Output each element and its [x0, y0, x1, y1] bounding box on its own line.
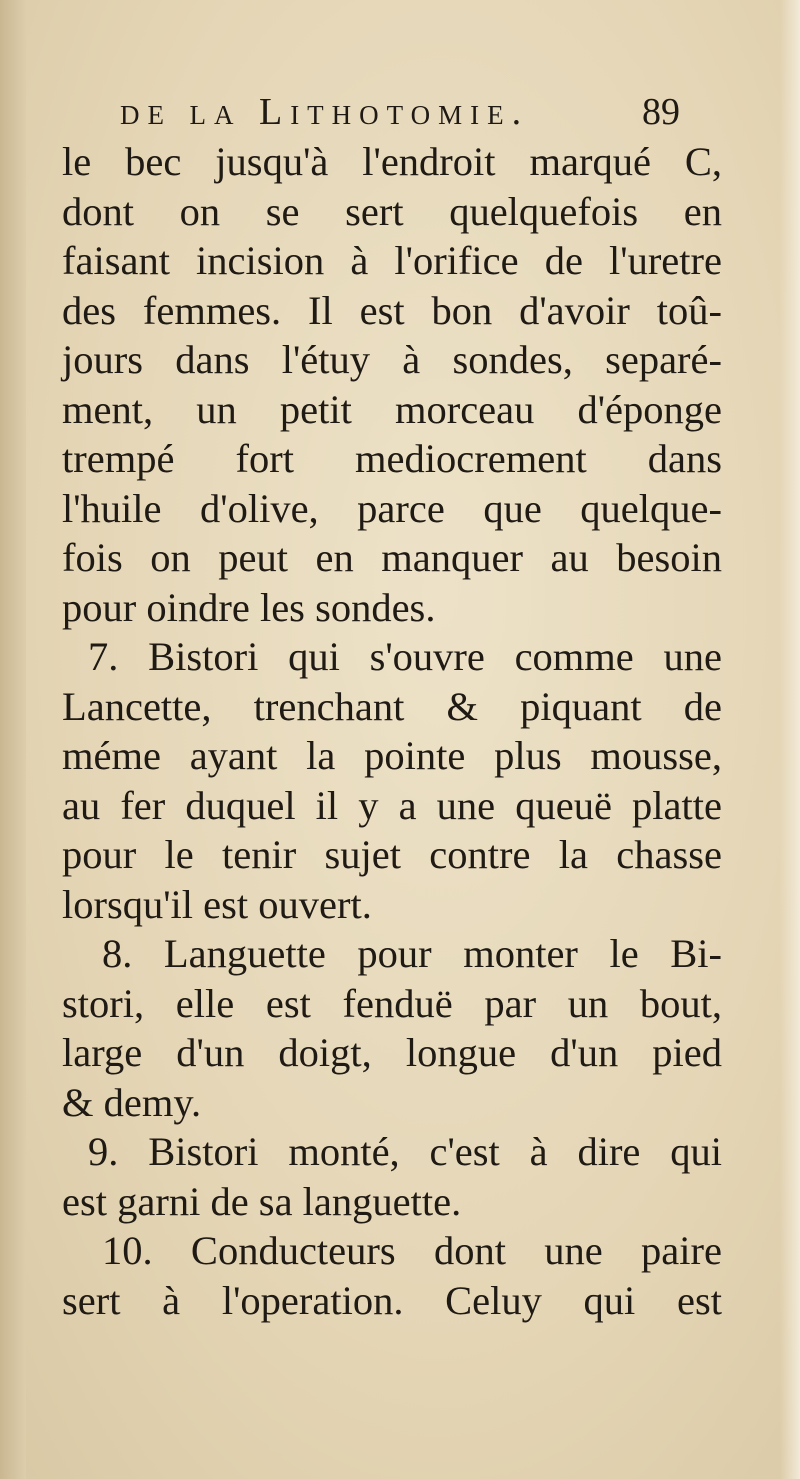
text-line: 9. Bistori monté, c'est à dire qui	[88, 1129, 722, 1174]
text-line: lorsqu'il est ouvert.	[62, 881, 372, 927]
text-line: pour oindre les sondes.	[62, 584, 436, 630]
text-line: fois on peut en manquer au besoin	[62, 535, 722, 580]
text-line: 7. Bistori qui s'ouvre comme une	[88, 634, 722, 679]
text-line: au fer duquel il y a une queuë platte	[62, 782, 722, 828]
text-line: ment, un petit morceau d'éponge	[62, 386, 722, 432]
text-line: trempé fort mediocrement dans	[62, 436, 722, 481]
text-line: 8. Languette pour monter le Bi-	[102, 931, 722, 976]
text-line: dont on se sert quelquefois en	[62, 188, 722, 234]
text-line: sert à l'operation. Celuy qui est	[62, 1277, 722, 1323]
page-edge	[780, 0, 800, 1479]
text-line: & demy.	[62, 1079, 202, 1125]
page-number: 89	[642, 91, 680, 133]
text-line: Lancette, trenchant & piquant de	[62, 683, 722, 729]
text-line: large d'un doigt, longue d'un pied	[62, 1030, 722, 1075]
text-line: stori, elle est fenduë par un bout,	[62, 980, 722, 1026]
text-line: des femmes. Il est bon d'avoir toû-	[62, 287, 722, 333]
text-line: est garni de sa languette.	[62, 1178, 462, 1224]
text-line: faisant incision à l'orifice de l'uretre	[62, 238, 722, 283]
binding-gutter	[0, 0, 26, 1479]
text-line: pour le tenir sujet contre la chasse	[62, 832, 722, 877]
running-title: de la Lithotomie.	[120, 91, 530, 133]
text-line: 10. Conducteurs dont une paire	[102, 1228, 722, 1273]
text-line: l'huile d'olive, parce que quelque-	[62, 485, 722, 531]
text-line: le bec jusqu'à l'endroit marqué C,	[62, 139, 722, 184]
text-line: jours dans l'étuy à sondes, separé-	[62, 337, 722, 382]
text-line: méme ayant la pointe plus mousse,	[62, 733, 722, 778]
body-text	[62, 137, 722, 1325]
